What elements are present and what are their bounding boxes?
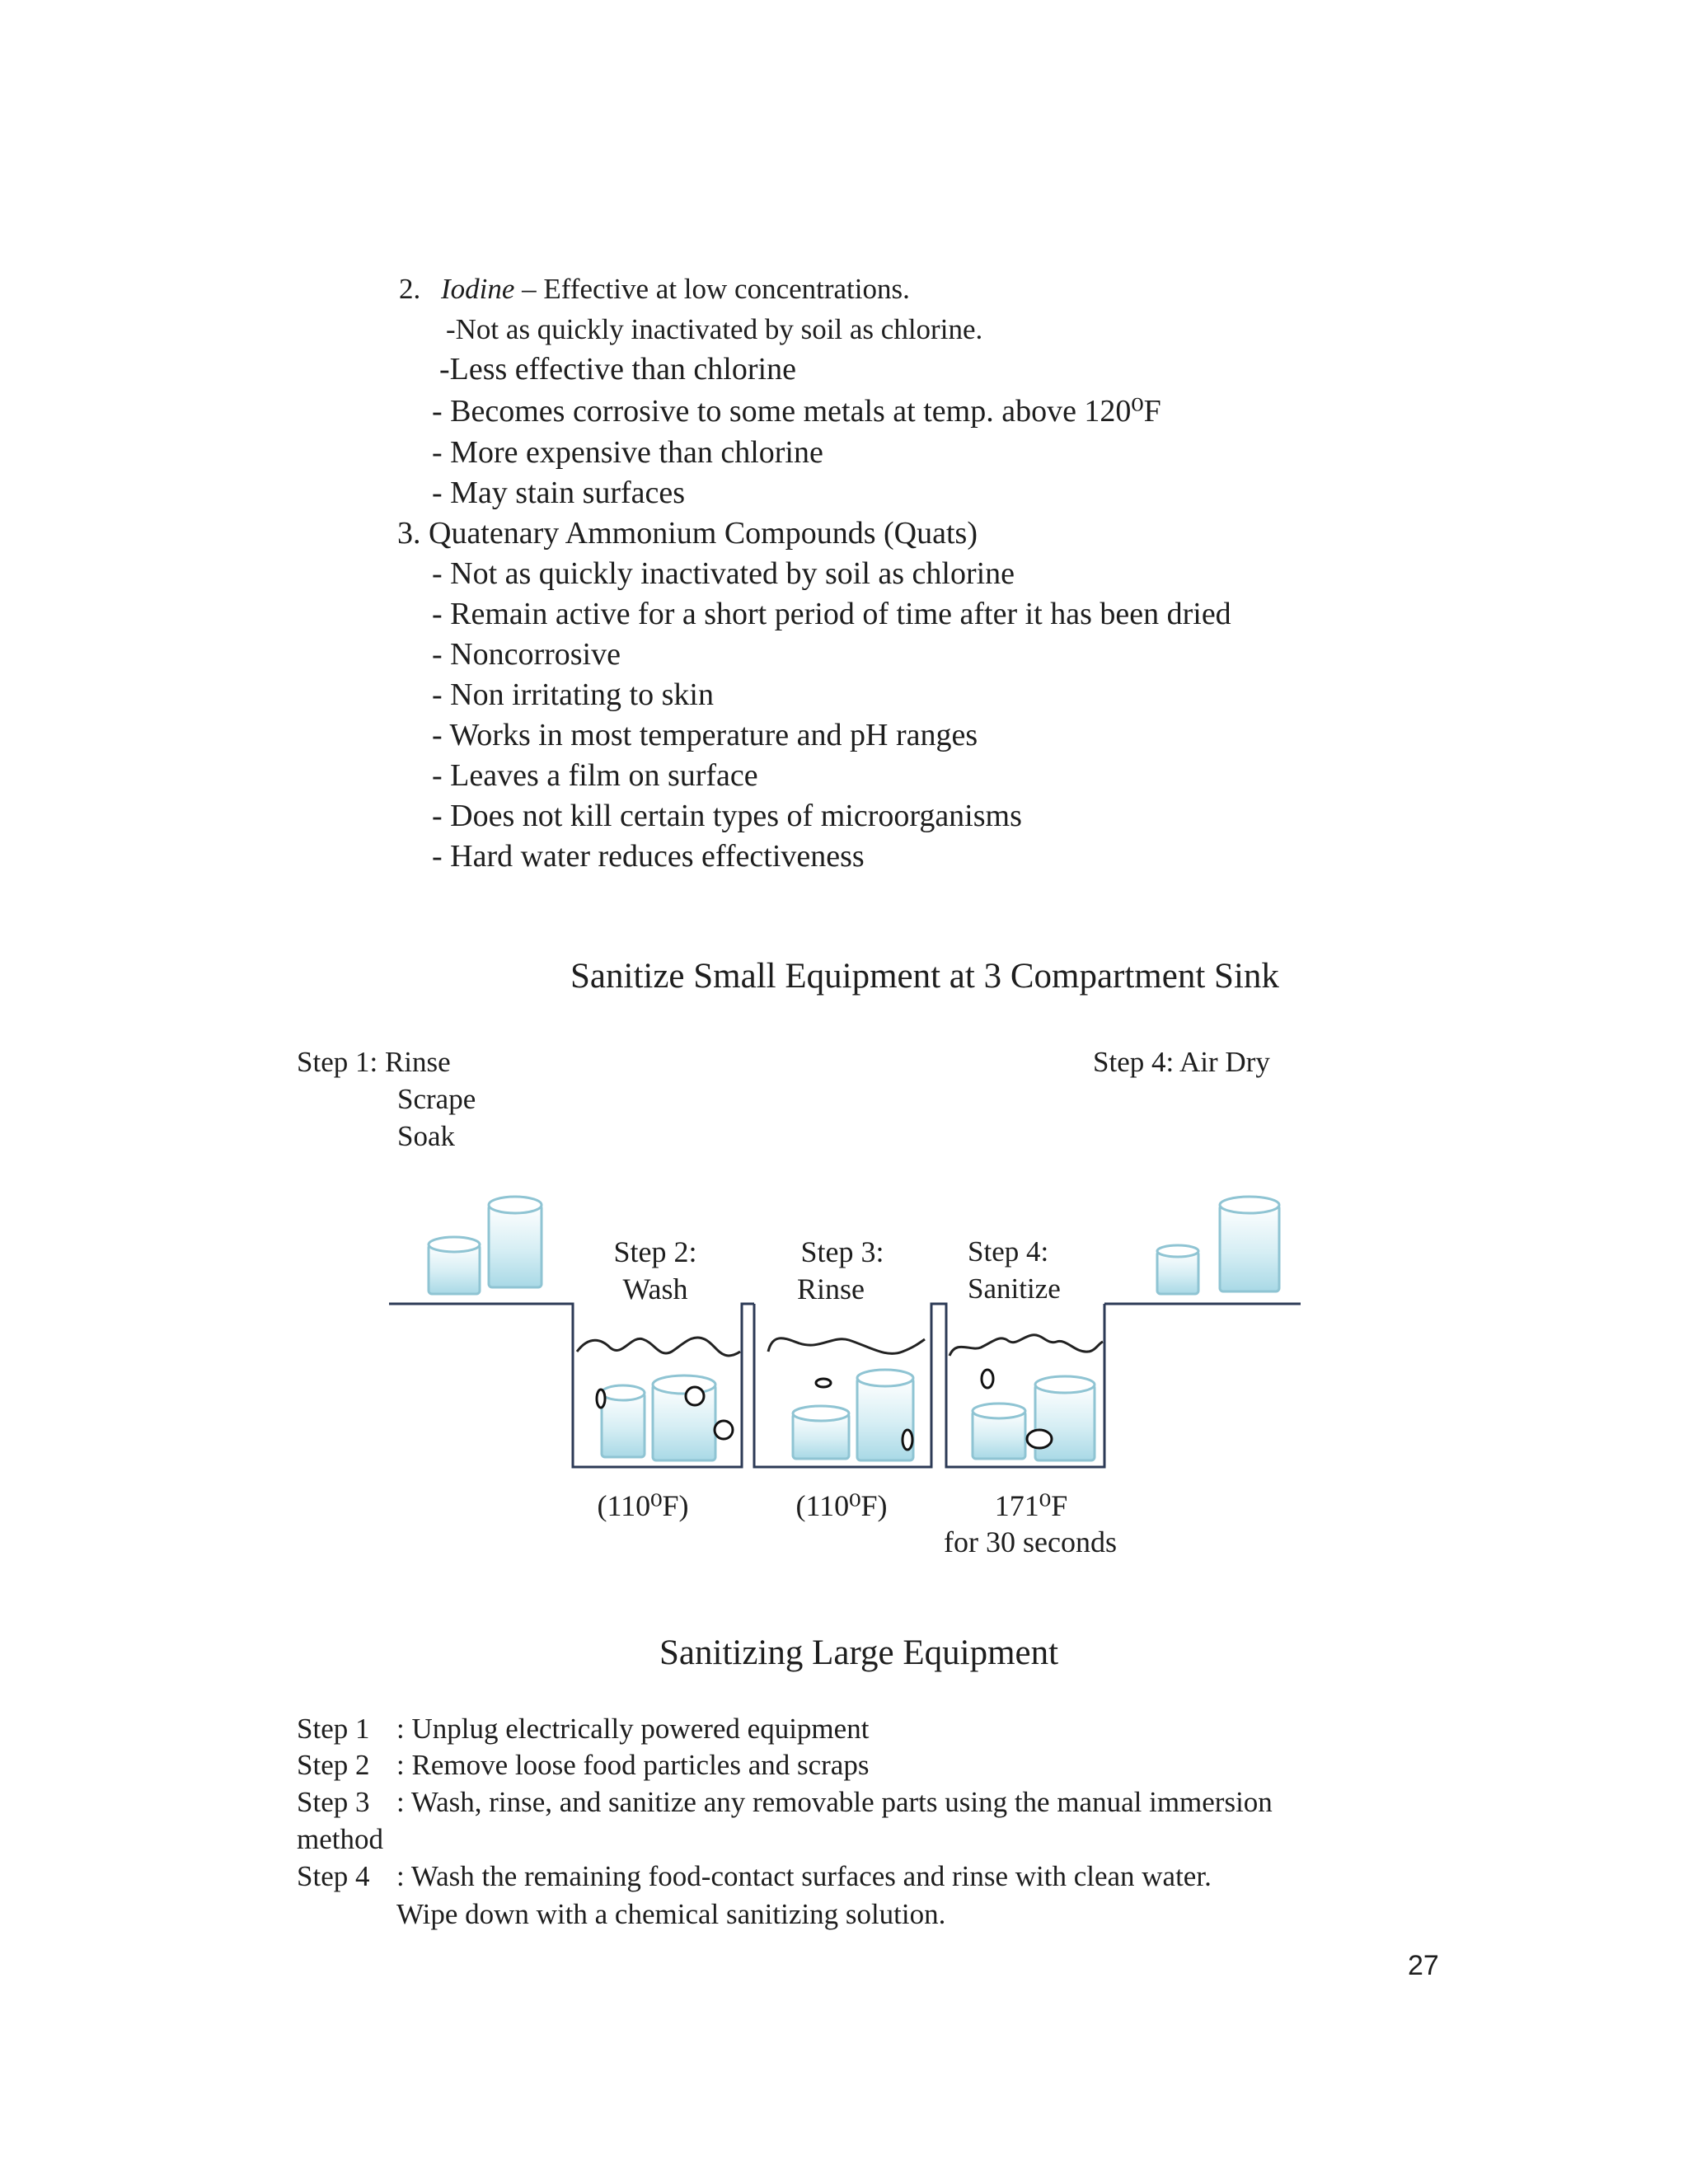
large-step-text: : Wash the remaining food-contact surfaces and rinse with clean water. bbox=[396, 1860, 1212, 1892]
glass-rinse-small bbox=[793, 1406, 849, 1459]
glass-wash-small bbox=[602, 1385, 645, 1457]
glass-right-tall bbox=[1220, 1197, 1279, 1291]
iodine-intro: – Effective at low concentrations. bbox=[514, 273, 910, 305]
quats-point: - Does not kill certain types of microorganisms bbox=[432, 799, 1022, 833]
compartment-action: Rinse bbox=[796, 1272, 865, 1305]
quats-point: - Noncorrosive bbox=[432, 637, 621, 672]
iodine-point: - More expensive than chlorine bbox=[432, 435, 823, 470]
large-step-label: Step 4 bbox=[297, 1860, 370, 1892]
large-step-text: : Wash, rinse, and sanitize any removable parts using the manual immersion bbox=[396, 1786, 1273, 1818]
sanitize-water bbox=[950, 1335, 1103, 1356]
glass-left-tall bbox=[489, 1197, 542, 1287]
rinse-water bbox=[768, 1338, 925, 1354]
step1-extra: Soak bbox=[397, 1120, 455, 1152]
compartment-step: Step 3: bbox=[800, 1235, 884, 1268]
page-number: 27 bbox=[1408, 1950, 1439, 1981]
large-step-text: : Unplug electrically powered equipment bbox=[396, 1713, 870, 1745]
glass-left-small bbox=[429, 1237, 480, 1294]
large-step-label: Step 1 bbox=[297, 1713, 370, 1745]
large-equipment-title: Sanitizing Large Equipment bbox=[659, 1633, 1059, 1672]
compartment-step: Step 2: bbox=[613, 1235, 697, 1268]
step-air-dry-label: Step 4: Air Dry bbox=[1093, 1046, 1270, 1078]
quats-point: - Remain active for a short period of time after it has been dried bbox=[432, 597, 1231, 631]
quats-point: - Not as quickly inactivated by soil as chlorine bbox=[432, 556, 1015, 591]
compartment-action: Sanitize bbox=[968, 1272, 1061, 1305]
large-step-label: Step 3 bbox=[297, 1786, 370, 1818]
step1-label: Step 1: Rinse bbox=[297, 1046, 451, 1078]
quats-point: - Leaves a film on surface bbox=[432, 758, 758, 793]
iodine-point: -Less effective than chlorine bbox=[439, 352, 796, 387]
large-step-text: : Remove loose food particles and scraps bbox=[396, 1749, 870, 1781]
compartment-temp: (110⁰F) bbox=[597, 1489, 689, 1522]
glass-sanitize-small bbox=[973, 1404, 1025, 1459]
compartment-action: Wash bbox=[622, 1272, 688, 1305]
small-equipment-title: Sanitize Small Equipment at 3 Compartment Sink bbox=[570, 957, 1279, 996]
large-step-text: method bbox=[297, 1823, 383, 1855]
large-step-text: Wipe down with a chemical sanitizing solution. bbox=[396, 1898, 946, 1930]
iodine-point: - May stain surfaces bbox=[432, 476, 686, 510]
large-step-label: Step 2 bbox=[297, 1749, 370, 1781]
quats-heading: 3. Quatenary Ammonium Compounds (Quats) bbox=[397, 516, 978, 551]
iodine-point: -Not as quickly inactivated by soil as chlorine. bbox=[446, 313, 983, 345]
glass-wash-tall bbox=[653, 1376, 715, 1460]
compartment-note: for 30 seconds bbox=[944, 1526, 1117, 1558]
compartment-step: Step 4: bbox=[968, 1235, 1049, 1268]
compartment-temp: (110⁰F) bbox=[795, 1489, 888, 1522]
quats-point: - Non irritating to skin bbox=[432, 677, 714, 712]
item-number: 2. bbox=[399, 273, 421, 305]
step1-extra: Scrape bbox=[397, 1083, 476, 1115]
quats-point: - Works in most temperature and pH ranges bbox=[432, 718, 978, 752]
glass-right-small bbox=[1157, 1245, 1198, 1294]
iodine-point: - Becomes corrosive to some metals at temp. above 120⁰F bbox=[432, 394, 1161, 429]
iodine-name: Iodine bbox=[441, 273, 515, 305]
water-lines bbox=[577, 1335, 1103, 1356]
compartment-temp: 171⁰F bbox=[994, 1489, 1068, 1522]
quats-point: - Hard water reduces effectiveness bbox=[432, 839, 865, 874]
wash-water bbox=[577, 1338, 740, 1356]
